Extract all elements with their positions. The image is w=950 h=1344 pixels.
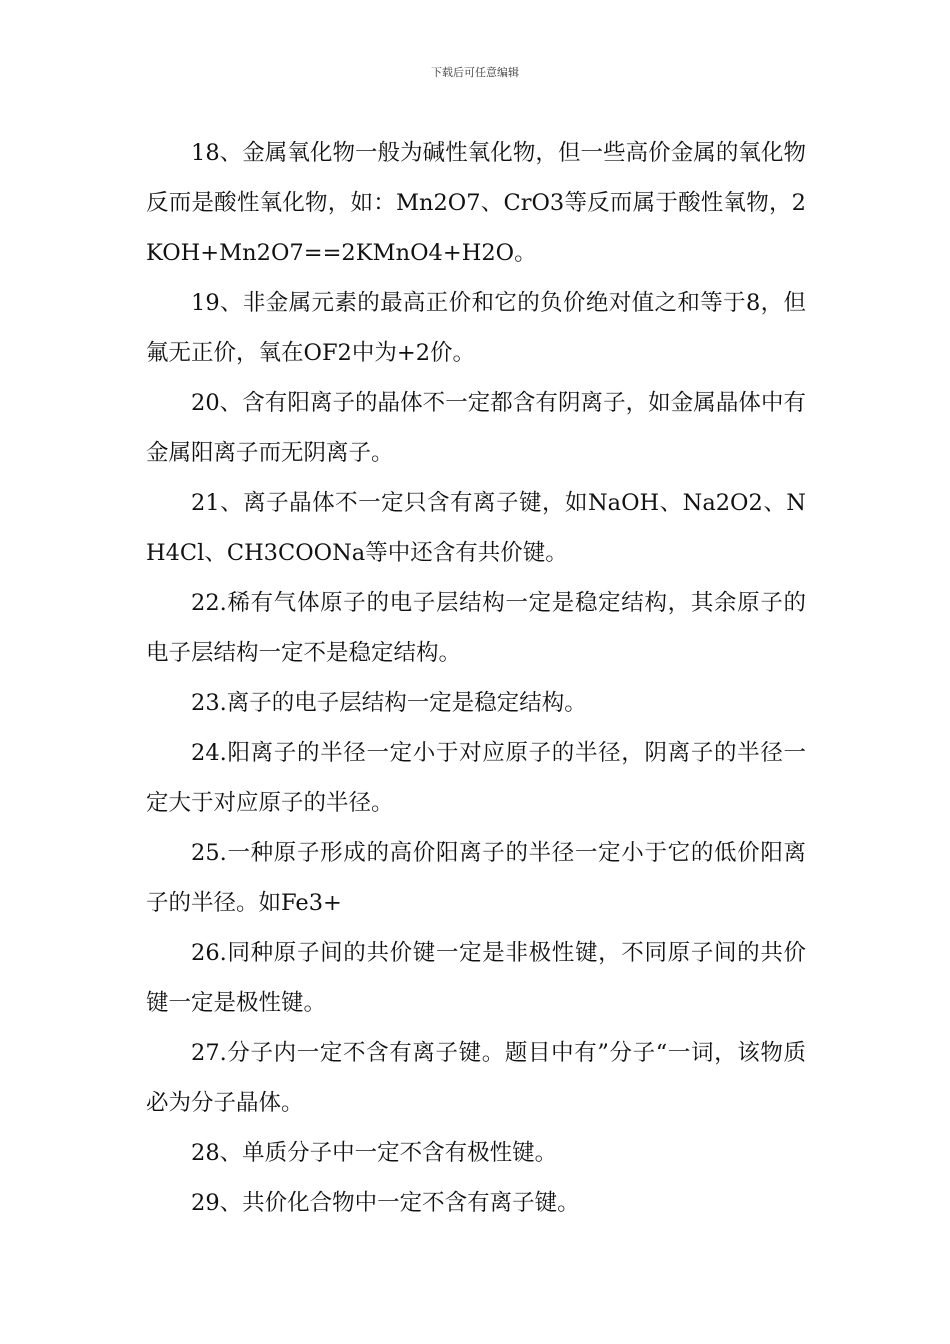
paragraph-25: 25.一种原子形成的高价阳离子的半径一定小于它的低价阳离子的半径。如Fe3+ bbox=[146, 840, 806, 916]
paragraph-23: 23.离子的电子层结构一定是稳定结构。 bbox=[191, 690, 587, 716]
paragraph-27: 27.分子内一定不含有离子键。题目中有”分子“一词，该物质必为分子晶体。 bbox=[146, 1040, 806, 1116]
paragraph-22: 22.稀有气体原子的电子层结构一定是稳定结构，其余原子的电子层结构一定不是稳定结构。 bbox=[146, 590, 806, 666]
paragraph-29: 29、共价化合物中一定不含有离子键。 bbox=[191, 1190, 580, 1216]
paragraph-26: 26.同种原子间的共价键一定是非极性键，不同原子间的共价键一定是极性键。 bbox=[146, 940, 806, 1016]
paragraph-20: 20、含有阳离子的晶体不一定都含有阴离子，如金属晶体中有金属阳离子而无阴离子。 bbox=[146, 390, 806, 466]
paragraph-28: 28、单质分子中一定不含有极性键。 bbox=[191, 1140, 558, 1166]
paragraph-21: 21、离子晶体不一定只含有离子键，如NaOH、Na2O2、NH4Cl、CH3COONa等中还含有共价键。 bbox=[146, 490, 806, 566]
document-body bbox=[146, 128, 806, 1228]
page-header: 下载后可任意编辑 bbox=[431, 66, 519, 79]
paragraph-24: 24.阳离子的半径一定小于对应原子的半径，阴离子的半径一定大于对应原子的半径。 bbox=[146, 740, 806, 816]
paragraph-18: 18、金属氧化物一般为碱性氧化物，但一些高价金属的氧化物反而是酸性氧化物，如：Mn2O7、CrO3等反而属于酸性氧物，2KOH+Mn2O7==2KMnO4+H2O。 bbox=[146, 140, 806, 266]
paragraph-19: 19、非金属元素的最高正价和它的负价绝对值之和等于8，但氟无正价，氧在OF2中为+2价。 bbox=[146, 290, 806, 366]
